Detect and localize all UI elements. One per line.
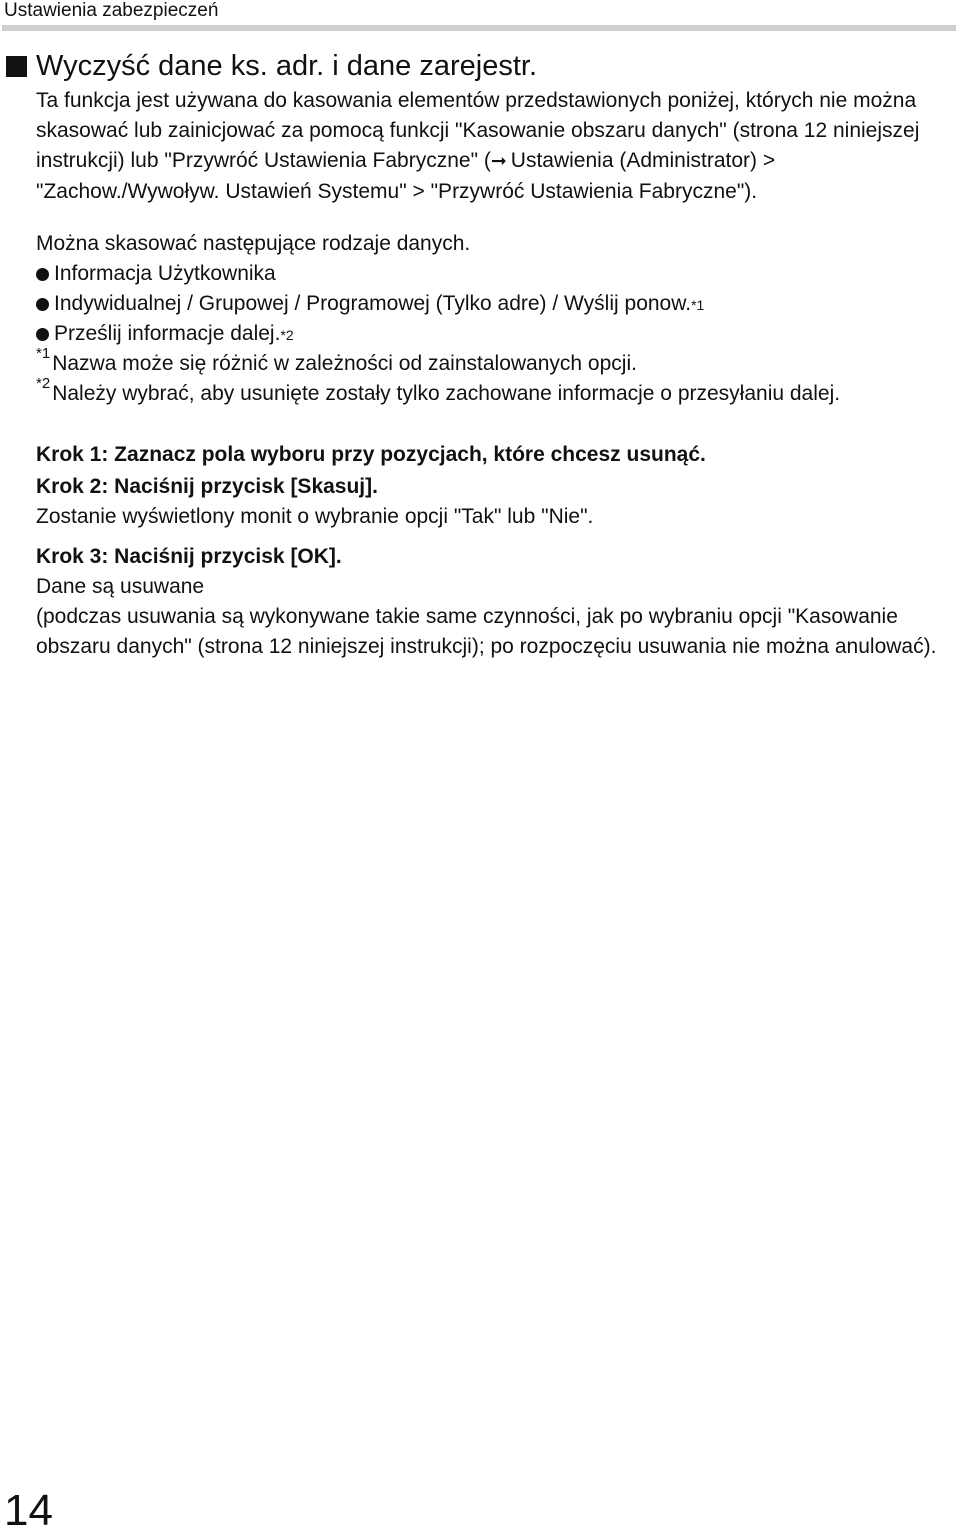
intro-text-before-arrow: Ta funkcja jest używana do kasowania elementów przedstawionych poniżej, których nie można skasować lub zainicjować za pomocą funkcji "Kasowanie obszaru danych" (strona 12 niniejszej instrukcji) lub "Przywróć Ustawienia Fabryczne" (: [36, 89, 920, 172]
header-divider: [2, 25, 956, 31]
page-number: 14: [4, 1486, 53, 1535]
list-item-text: Prześlij informacje dalej.: [54, 322, 281, 345]
step-2-text: Zostanie wyświetlony monit o wybranie opcji "Tak" lub "Nie".: [36, 505, 594, 528]
footnotes: [36, 345, 954, 409]
list-item: [36, 259, 954, 289]
step-2-title: Krok 2: Naciśnij przycisk [Skasuj].: [36, 475, 378, 498]
footnote: [36, 345, 954, 379]
list-item: Indywidualnej / Grupowej / Programowej (Tylko adre) / Wyślij ponow. *1: [36, 289, 954, 319]
step-3-title: Krok 3: Naciśnij przycisk [OK].: [36, 545, 342, 568]
bullet-icon: [36, 328, 49, 341]
list-item-text: Indywidualnej / Grupowej / Programowej (Tylko adre) / Wyślij ponow.: [54, 292, 692, 315]
step-3-text-first: Dane są usuwane: [36, 575, 205, 598]
footnote-text: Nazwa może się różnić w zależności od zainstalowanych opcji.: [52, 352, 637, 375]
data-types-list: [36, 259, 954, 349]
footnote-mark: *1: [36, 345, 51, 362]
main-content: [36, 86, 954, 662]
list-item: Prześlij informacje dalej. *2: [36, 319, 954, 349]
step-1-title: Krok 1: Zaznacz pola wyboru przy pozycjach, które chcesz usunąć.: [36, 443, 706, 466]
footnote-text: Należy wybrać, aby usunięte zostały tylko zachowane informacje o przesyłaniu dalej.: [52, 382, 841, 405]
step-3-text-details: (podczas usuwania są wykonywane takie same czynności, jak po wybraniu opcji "Kasowanie obszaru danych" (strona 12 niniejszej instrukcji); po rozpoczęciu usuwania nie można anulować).: [36, 605, 937, 658]
footnote: [36, 375, 954, 409]
filled-square-icon: [6, 56, 27, 77]
intro-paragraph: [36, 86, 954, 207]
header-title: Ustawienia zabezpieczeń: [4, 0, 219, 21]
bullet-icon: [36, 268, 49, 281]
bullet-icon: [36, 298, 49, 311]
section-heading: [6, 46, 537, 86]
types-intro: Można skasować następujące rodzaje danych.: [36, 232, 471, 255]
list-item-text: Informacja Użytkownika: [54, 262, 276, 285]
footnote-mark: *2: [36, 375, 51, 392]
right-arrow-icon: ➞: [490, 151, 507, 172]
section-heading-text: Wyczyść dane ks. adr. i dane zarejestr.: [36, 50, 538, 82]
intro-text-after-arrow: Ustawienia (Administrator) > "Zachow./Wywoływ. Ustawień Systemu" > "Przywróć Ustawienia Fabryczne").: [36, 149, 776, 203]
